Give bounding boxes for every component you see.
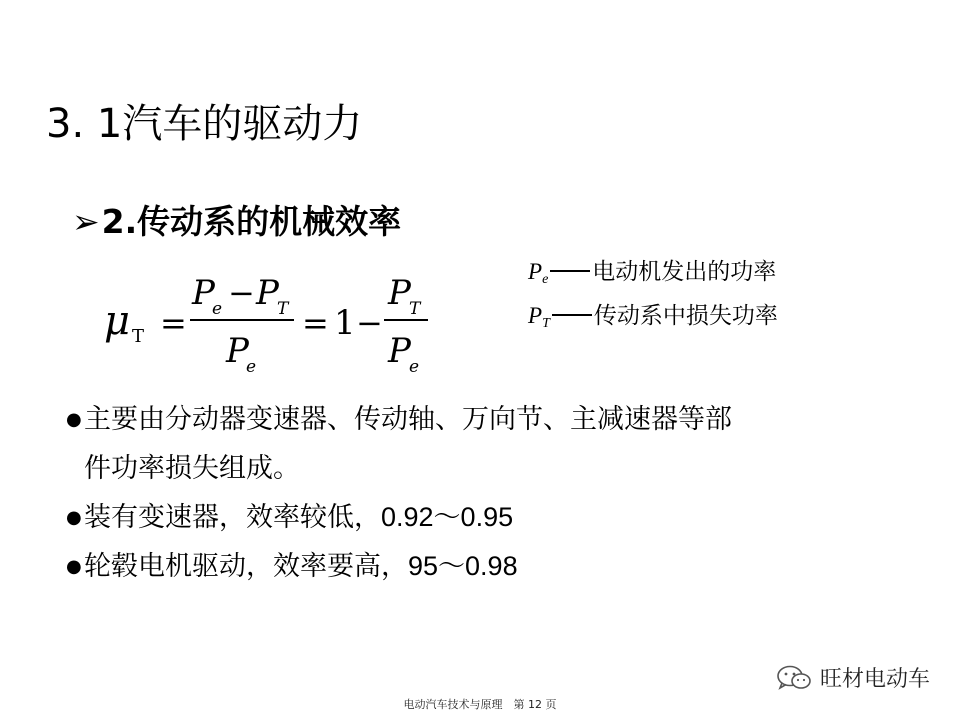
- slide-title: 3. 1汽车的驱动力: [46, 101, 363, 147]
- bullet-text-line2: 件功率损失组成。: [84, 453, 300, 484]
- formula-num1-minus: −: [228, 274, 255, 312]
- formula-num1-pt-sub: T: [277, 299, 289, 319]
- bullet-dot-icon: ●: [66, 507, 82, 528]
- bullet-dot-icon: ●: [66, 556, 82, 577]
- legend-symbol-sub: e: [542, 272, 549, 287]
- legend-dash: [550, 270, 590, 272]
- formula-num2-pt: P: [388, 273, 411, 313]
- formula-num1-pe-sub: e: [212, 299, 223, 319]
- formula-num1-pt: P: [256, 273, 279, 313]
- legend-symbol: [528, 298, 550, 342]
- symbol-legend: [528, 254, 778, 342]
- formula-den1-pe: P: [226, 331, 249, 371]
- bullet-list: [64, 395, 864, 591]
- formula-mu-subscript: T: [132, 326, 145, 347]
- formula-mu: μ: [104, 298, 130, 344]
- formula-num1-pe: P: [192, 273, 215, 313]
- wechat-icon: [776, 664, 812, 692]
- legend-text: 电动机发出的功率: [592, 259, 777, 285]
- formula-one: 1: [334, 303, 356, 343]
- bullet-item-hub-motor: [64, 542, 864, 591]
- slide-footer: 电动汽车技术与原理 第 12 页: [403, 698, 557, 711]
- bullet-text-line1: 主要由分动器变速器、传动轴、万向节、主减速器等部: [84, 404, 732, 435]
- formula-den1-pe-sub: e: [246, 357, 257, 377]
- bullet-text: 装有变速器，效率较低，: [84, 502, 381, 533]
- bullet-value: 0.92～0.95: [381, 502, 514, 532]
- arrow-bullet-icon: ➢: [72, 202, 100, 241]
- bullet-dot-icon: ●: [66, 409, 82, 430]
- formula-den2-pe: P: [388, 331, 411, 371]
- legend-symbol-sub: T: [542, 316, 550, 331]
- watermark: [776, 662, 930, 693]
- legend-dash: [552, 314, 592, 316]
- section-heading-text: 2.传动系的机械效率: [101, 202, 402, 241]
- formula-den2-pe-sub: e: [409, 357, 420, 377]
- bullet-item-gearbox: [64, 493, 864, 542]
- bullet-item-composition: [64, 395, 864, 444]
- formula-equals-2: =: [302, 304, 329, 342]
- legend-symbol-letter: P: [528, 259, 543, 284]
- formula-num2-pt-sub: T: [409, 299, 421, 319]
- legend-row-pe: [528, 254, 778, 298]
- bullet-value: 95～0.98: [408, 551, 518, 581]
- legend-row-pt: [528, 298, 778, 342]
- legend-symbol: [528, 254, 548, 298]
- formula-equals-1: =: [160, 304, 187, 342]
- bullet-text: 轮毂电机驱动，效率要高，: [84, 551, 408, 582]
- efficiency-formula: [104, 262, 444, 382]
- watermark-text: 旺材电动车: [819, 667, 930, 692]
- legend-text: 传动系中损失功率: [593, 303, 778, 329]
- formula-minus-2: −: [356, 304, 383, 342]
- legend-symbol-letter: P: [528, 303, 543, 328]
- section-heading: [72, 198, 401, 246]
